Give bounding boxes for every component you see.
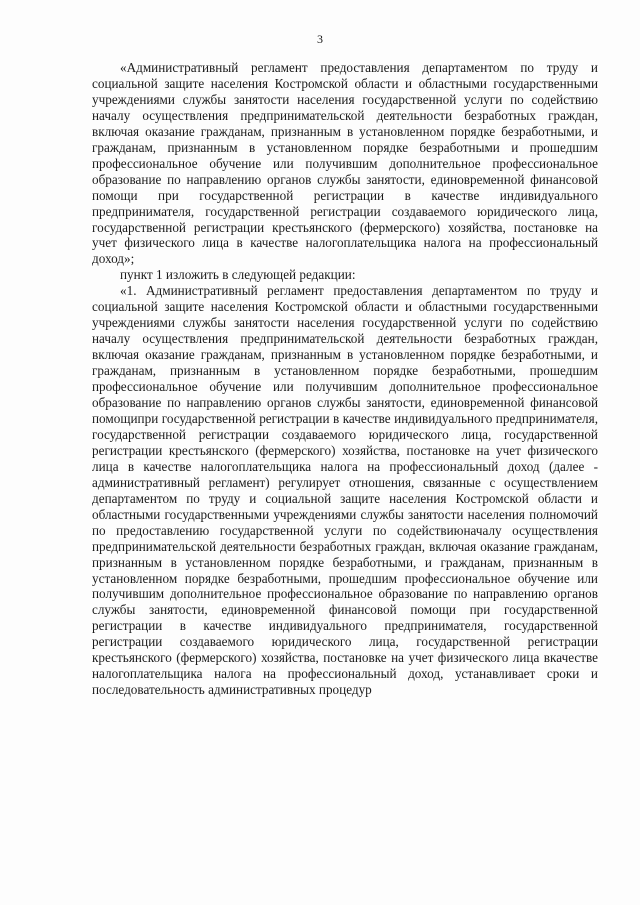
document-body	[92, 60, 598, 698]
paragraph-amendment-instruction: пункт 1 изложить в следующей редакции:	[120, 267, 356, 283]
paragraph-point-1-new-wording: «1. Административный регламент предоставления департаментом по труду и социальной защите населения Костромской области и областными государственными учреждениями службы занятости населения государственной услуги по содействию началу осуществления предпринимательской деятельности безработных граждан, включая оказание гражданам, признанным в установленном порядке безработными, и гражданам, признанным в установленном порядке безработными, прошедшим профессиональное обучение или получившим дополнительное профессиональное образование по направлению органов службы занятости, единовременной финансовой помощипри государственной регистрации в качестве индивидуального предпринимателя, государственной регистрации создаваемого юридического лица, государственной регистрации крестьянского (фермерского) хозяйства, постановке на учет физического лица в качестве налогоплательщика налога на профессиональный доход (далее - административный регламент) регулирует отношения, связанные с осуществлением департаментом по труду и социальной защите населения Костромской области и областными государственными учреждениями службы занятости населения полномочий по предоставлению государственной услуги по содействиюначалу осуществления предпринимательской деятельности безработных граждан, включая оказание гражданам, признанным в установленном порядке безработными, и гражданам, признанным в установленном порядке безработными, прошедшим профессиональное обучение или получившим дополнительное профессиональное образование по направлению органов службы занятости, единовременной финансовой помощи при государственной регистрации в качестве индивидуального предпринимателя, государственной регистрации создаваемого юридического лица, государственной регистрации крестьянского (фермерского) хозяйства, постановке на учет физического лица вкачестве налогоплательщика налога на профессиональный доход, устанавливает сроки и последовательность административных процедур	[92, 283, 598, 698]
paragraph-regulation-title: «Административный регламент предоставления департаментом по труду и социальной защите населения Костромской области и областными государственными учреждениями службы занятости населения государственной услуги по содействию началу осуществления предпринимательской деятельности безработных граждан, включая оказание гражданам, признанным в установленном порядке безработными, и гражданам, признанным в установленном порядке безработными и прошедшим профессиональное обучение или получившим дополнительное профессиональное образование по направлению органов службы занятости, единовременной финансовой помощи при государственной регистрации в качестве индивидуального предпринимателя, государственной регистрации создаваемого юридического лица, государственной регистрации крестьянского (фермерского) хозяйства, постановке на учет физического лица в качестве налогоплательщика налога на профессиональный доход»;	[92, 60, 598, 267]
page-number: 3	[317, 32, 323, 46]
